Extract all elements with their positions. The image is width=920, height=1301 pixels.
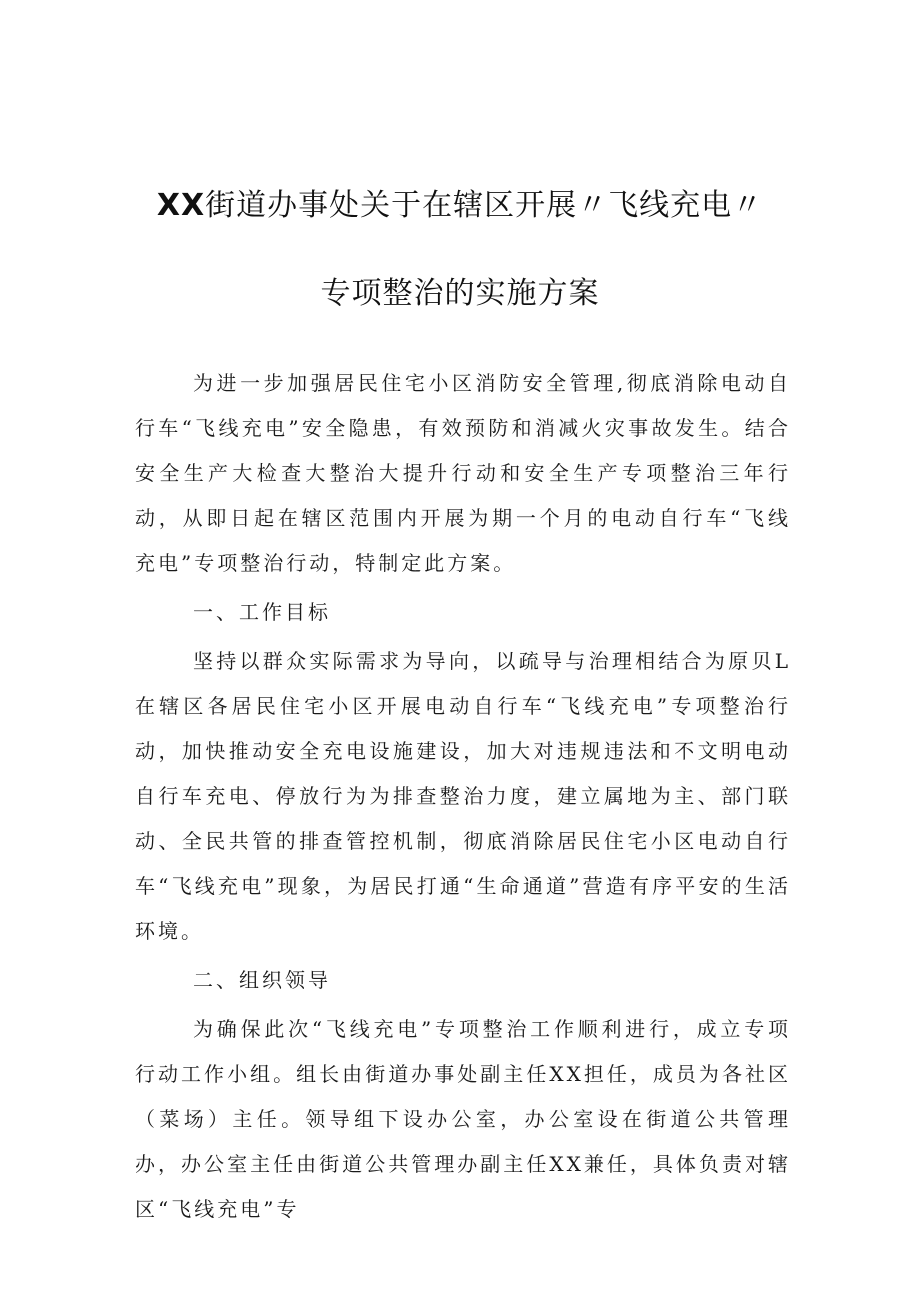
section-heading-leadership: 二、组织领导 bbox=[193, 968, 331, 992]
section-body-goals: 坚持以群众实际需求为导向，以疏导与治理相结合为原贝L在辖区各居民住宅小区开展电动自行车“飞线充电”专项整治行动，加快推动安全充电设施建设，加大对违规违法和不文明电动自行车充电、停放行为为排查整治力度，建立属地为主、部门联动、全民共管的排查管控机制，彻底消除居民住宅小区电动自行车“飞线充电”现象，为居民打通“生命通道”营造有序平安的生活环境。 bbox=[135, 649, 791, 943]
title-line-1-text: 街道办事处关于在辖区开展〃飞线充电〃 bbox=[205, 188, 764, 223]
section-body-leadership: 为确保此次“飞线充电”专项整治工作顺利进行，成立专项行动工作小组。组长由街道办事处副主任XX担任，成员为各社区（菜场）主任。领导组下设办公室，办公室设在街道公共管理办，办公室主任由街道公共管理办副主任XX兼任，具体负责对辖区“飞线充电”专 bbox=[135, 1017, 791, 1221]
document-title-line-1 bbox=[0, 180, 920, 224]
document-body bbox=[135, 361, 791, 1232]
title-prefix: XX bbox=[156, 188, 206, 223]
intro-paragraph: 为进一步加强居民住宅小区消防安全管理,彻底消除电动自行车“飞线充电”安全隐患，有效预防和消减火灾事故发生。结合安全生产大检查大整治大提升行动和安全生产专项整治三年行动，从即日起在辖区范围内开展为期一个月的电动自行车“飞线充电”专项整治行动，特制定此方案。 bbox=[135, 371, 791, 575]
document-title-line-2: 专项整治的实施方案 bbox=[320, 276, 600, 311]
section-heading-goals: 一、工作目标 bbox=[193, 600, 331, 624]
